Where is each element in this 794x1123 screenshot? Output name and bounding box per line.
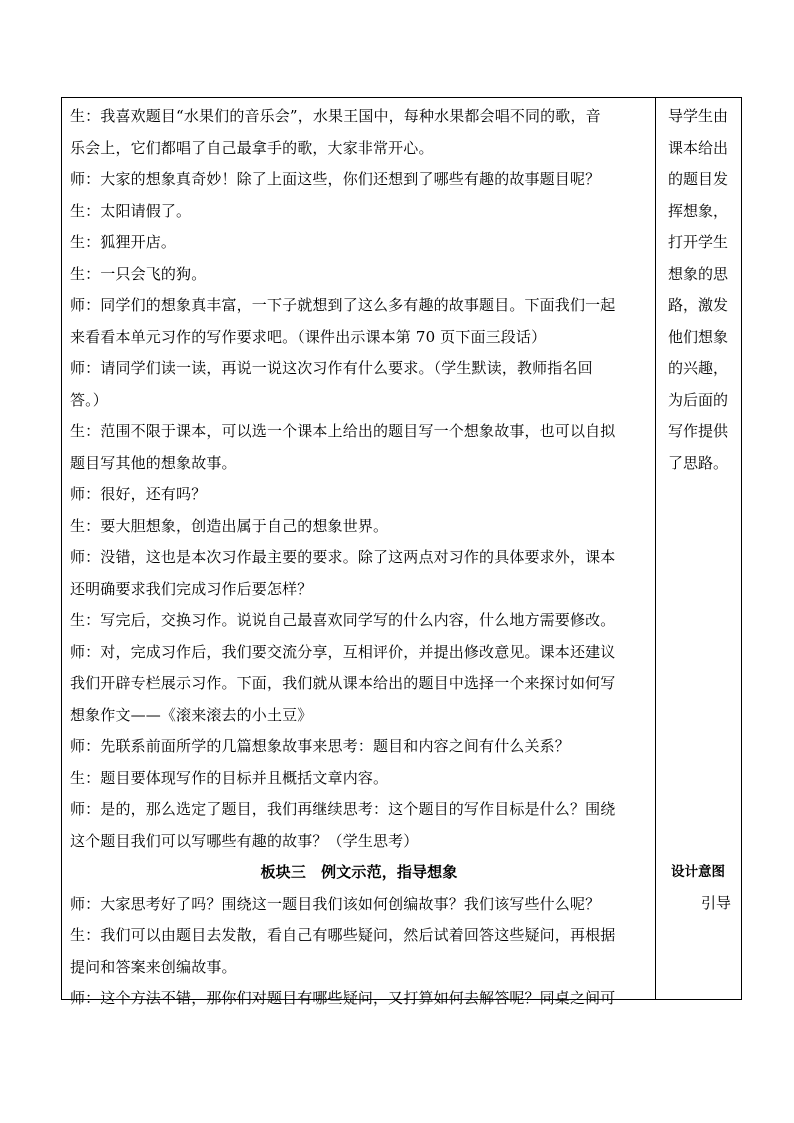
dialogue-line: 生：范围不限于课本，可以选一个课本上给出的题目写一个想象故事，也可以自拟	[70, 422, 616, 440]
intent-line: 引导	[700, 894, 731, 912]
design-intent-title: 设计意图	[671, 864, 725, 880]
dialogue-column	[70, 101, 648, 1015]
intent-line: 了思路。	[667, 453, 728, 472]
dialogue-line: 生：要大胆想象，创造出属于自己的想象世界。	[70, 516, 389, 535]
column-divider	[655, 98, 656, 999]
dialogue-line: 生：太阳请假了。	[70, 201, 192, 220]
dialogue-line: 题目写其他的想象故事。	[70, 453, 237, 472]
dialogue-line: 来看看本单元习作的写作要求吧。（课件出示课本第 70 页下面三段话）	[70, 327, 547, 346]
dialogue-line: 师：大家的想象真奇妙！除了上面这些，你们还想到了哪些有趣的故事题目呢？	[70, 170, 601, 188]
dialogue-line: 想象作文——《滚来滚去的小土豆》	[70, 705, 313, 724]
intent-line: 写作提供	[667, 422, 728, 440]
dialogue-line: 生：一只会飞的狗。	[70, 264, 207, 283]
dialogue-line: 师：同学们的想象真丰富，一下子就想到了这么多有趣的故事题目。下面我们一起	[70, 296, 616, 314]
dialogue-line: 师：先联系前面所学的几篇想象故事来思考：题目和内容之间有什么关系？	[70, 737, 570, 755]
dialogue-line: 还明确要求我们完成习作后要怎样？	[70, 579, 313, 598]
dialogue-line: 师：是的，那么选定了题目，我们再继续思考：这个题目的写作目标是什么？围绕	[70, 800, 616, 818]
intent-line: 为后面的	[667, 390, 728, 409]
intent-line: 打开学生	[667, 233, 728, 251]
dialogue-line: 师：没错，这也是本次习作最主要的要求。除了这两点对习作的具体要求外，课本	[70, 548, 616, 566]
dialogue-line: 生：题目要体现写作的目标并且概括文章内容。	[70, 768, 389, 787]
dialogue-line: 生：写完后，交换习作。说说自己最喜欢同学写的什么内容，什么地方需要修改。	[70, 611, 616, 629]
intent-line: 导学生由	[667, 107, 728, 125]
dialogue-line: 我们开辟专栏展示习作。下面，我们就从课本给出的题目中选择一个来探讨如何写	[70, 674, 616, 692]
dialogue-line: 生：我喜欢题目“水果们的音乐会”，水果王国中，每种水果都会唱不同的歌，音	[70, 107, 601, 125]
dialogue-line: 提问和答案来创编故事。	[70, 957, 237, 976]
dialogue-line: 师：对，完成习作后，我们要交流分享，互相评价，并提出修改意见。课本还建议	[70, 642, 616, 661]
section-heading: 板块三 例文示范，指导想象	[260, 863, 458, 881]
design-intent-column	[659, 101, 737, 912]
lesson-table	[61, 97, 742, 1007]
intent-line: 想象的思	[667, 264, 728, 283]
dialogue-line: 答。）	[70, 390, 108, 409]
dialogue-line: 乐会上，它们都唱了自己最拿手的歌，大家非常开心。	[70, 138, 434, 157]
intent-line: 他们想象	[667, 327, 728, 346]
intent-line: 路，激发	[667, 296, 728, 314]
dialogue-line: 师：很好，还有吗？	[70, 485, 207, 503]
dialogue-line: 师：请同学们读一读，再说一说这次习作有什么要求。（学生默读，教师指名回	[70, 359, 593, 377]
intent-line: 的兴趣，	[667, 359, 728, 377]
intent-line: 的题目发	[667, 170, 728, 188]
dialogue-line: 这个题目我们可以写哪些有趣的故事？（学生思考）	[70, 831, 419, 850]
dialogue-line: 师：大家思考好了吗？围绕这一题目我们该如何创编故事？我们该写些什么呢？	[70, 894, 601, 913]
intent-line: 挥想象，	[667, 201, 728, 220]
dialogue-line: 生：狐狸开店。	[70, 233, 177, 251]
dialogue-line: 师：这个方法不错，那你们对题目有哪些疑问，又打算如何去解答呢？同桌之间可	[70, 989, 616, 1007]
dialogue-line: 生：我们可以由题目去发散，看自己有哪些疑问，然后试着回答这些疑问，再根据	[70, 926, 616, 944]
intent-line: 课本给出	[667, 138, 728, 157]
